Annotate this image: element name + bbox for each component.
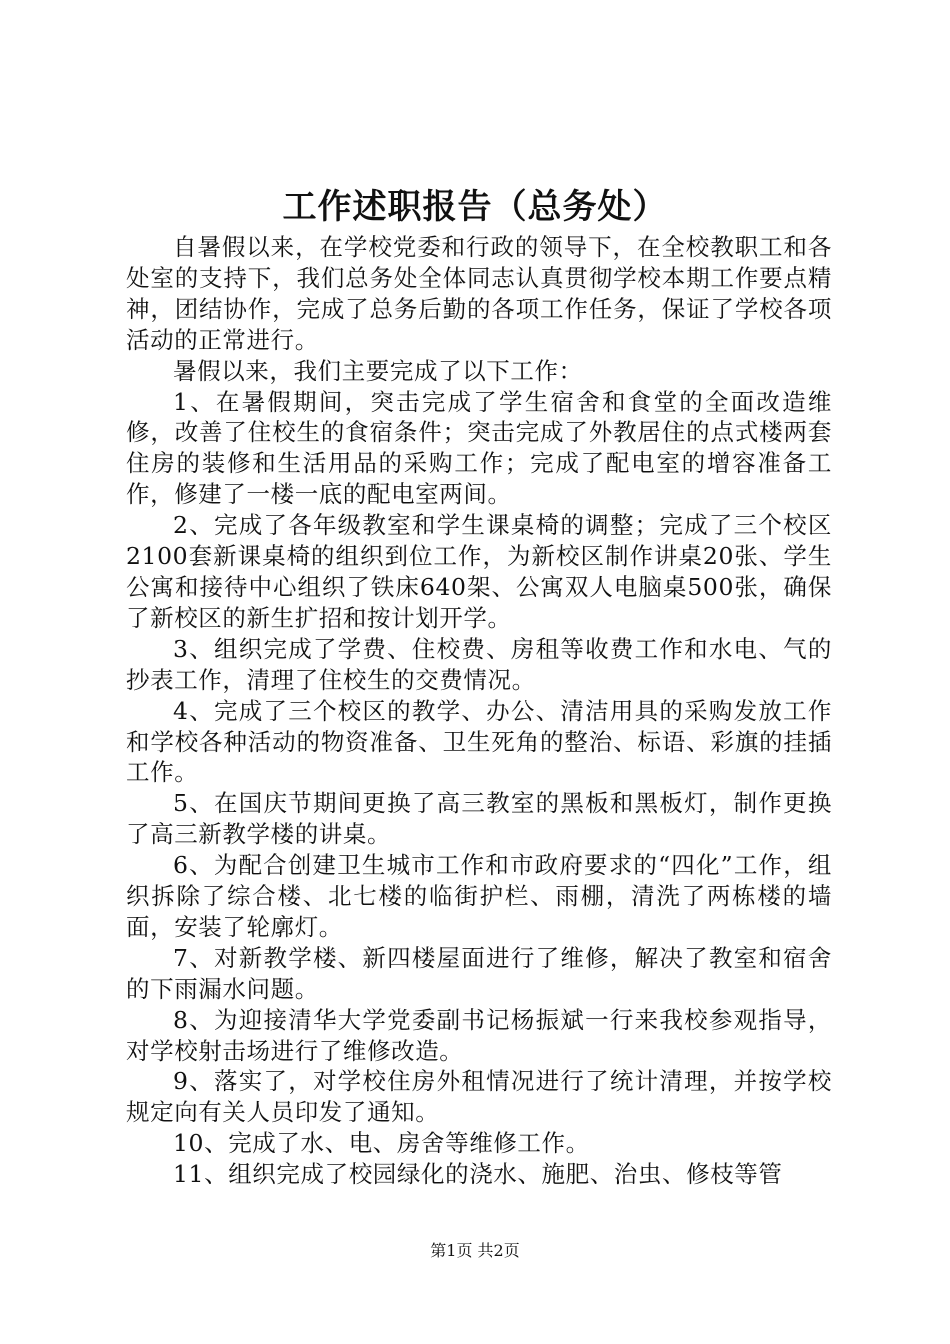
paragraph-item-1: 1、在暑假期间，突击完成了学生宿舍和食堂的全面改造维修，改善了住校生的食宿条件；突击完成了外教居住的点式楼两套住房的装修和生活用品的采购工作；完成了配电室的增容准备工作，修建了一楼一底的配电室两间。 <box>126 387 832 509</box>
page-footer: 第1页 共2页 <box>430 1241 520 1260</box>
paragraph-item-9: 9、落实了，对学校住房外租情况进行了统计清理，并按学校规定向有关人员印发了通知。 <box>126 1067 832 1127</box>
paragraph-item-11: 11、组织完成了校园绿化的浇水、施肥、治虫、修枝等管 <box>173 1160 783 1189</box>
paragraph-item-6: 6、为配合创建卫生城市工作和市政府要求的“四化”工作，组织拆除了综合楼、北七楼的临街护栏、雨棚，清洗了两栋楼的墙面，安装了轮廓灯。 <box>126 851 832 941</box>
document-body <box>126 232 832 1190</box>
paragraph-item-5: 5、在国庆节期间更换了高三教室的黑板和黑板灯，制作更换了高三新教学楼的讲桌。 <box>126 789 832 849</box>
paragraph-item-2: 2、完成了各年级教室和学生课桌椅的调整；完成了三个校区2100套新课桌椅的组织到位工作，为新校区制作讲桌20张、学生公寓和接待中心组织了铁床640架、公寓双人电脑桌500张，确保了新校区的新生扩招和按计划开学。 <box>126 511 832 632</box>
paragraph-item-8: 8、为迎接清华大学党委副书记杨振斌一行来我校参观指导，对学校射击场进行了维修改造。 <box>126 1005 832 1065</box>
paragraph-item-4: 4、完成了三个校区的教学、办公、清洁用具的采购发放工作和学校各种活动的物资准备、卫生死角的整治、标语、彩旗的挂插工作。 <box>126 696 832 787</box>
document-title: 工作述职报告（总务处） <box>282 187 668 227</box>
paragraph-item-10: 10、完成了水、电、房舍等维修工作。 <box>173 1129 590 1158</box>
paragraph-item-3: 3、组织完成了学费、住校费、房租等收费工作和水电、气的抄表工作，清理了住校生的交费情况。 <box>126 634 832 694</box>
paragraph-item-7: 7、对新教学楼、新四楼屋面进行了维修，解决了教室和宿舍的下雨漏水问题。 <box>126 943 832 1003</box>
paragraph-summary-lead: 暑假以来，我们主要完成了以下工作： <box>173 356 583 385</box>
paragraph-intro: 自暑假以来，在学校党委和行政的领导下，在全校教职工和各处室的支持下，我们总务处全体同志认真贯彻学校本期工作要点精神，团结协作，完成了总务后勤的各项工作任务，保证了学校各项活动的正常进行。 <box>126 233 832 354</box>
